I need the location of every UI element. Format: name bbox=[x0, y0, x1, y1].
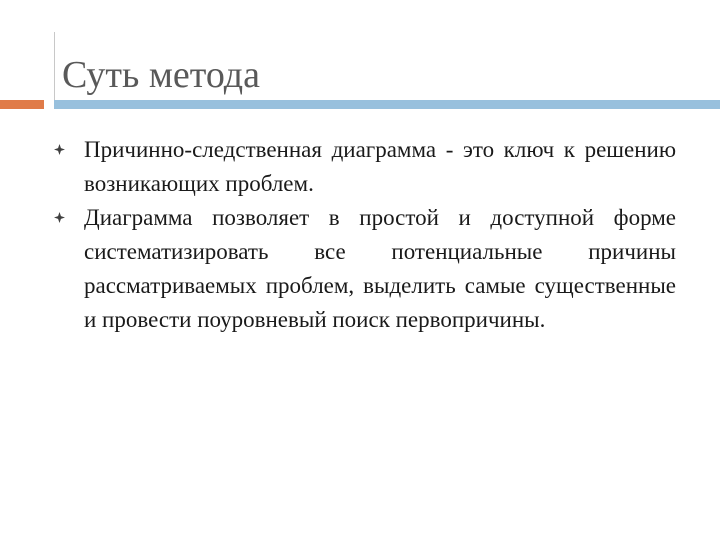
title-rule-line bbox=[54, 32, 55, 100]
diamond-bullet-icon bbox=[54, 144, 65, 155]
accent-bar-orange bbox=[0, 100, 44, 109]
bullet-item bbox=[54, 133, 676, 201]
diamond-bullet-icon bbox=[54, 212, 65, 223]
slide-title: Суть метода bbox=[62, 54, 260, 96]
bullet-list bbox=[54, 133, 676, 337]
bullet-item bbox=[54, 201, 676, 337]
bullet-text: Причинно-следственная диаграмма - это ключ к решению возникающих проблем. bbox=[84, 137, 676, 196]
accent-bar-blue bbox=[54, 100, 720, 109]
bullet-text: Диаграмма позволяет в простой и доступной форме систематизировать все потенциальные причины рассматриваемых проблем, выделить самые существенные и провести поуровневый поиск первопричины. bbox=[84, 205, 676, 332]
